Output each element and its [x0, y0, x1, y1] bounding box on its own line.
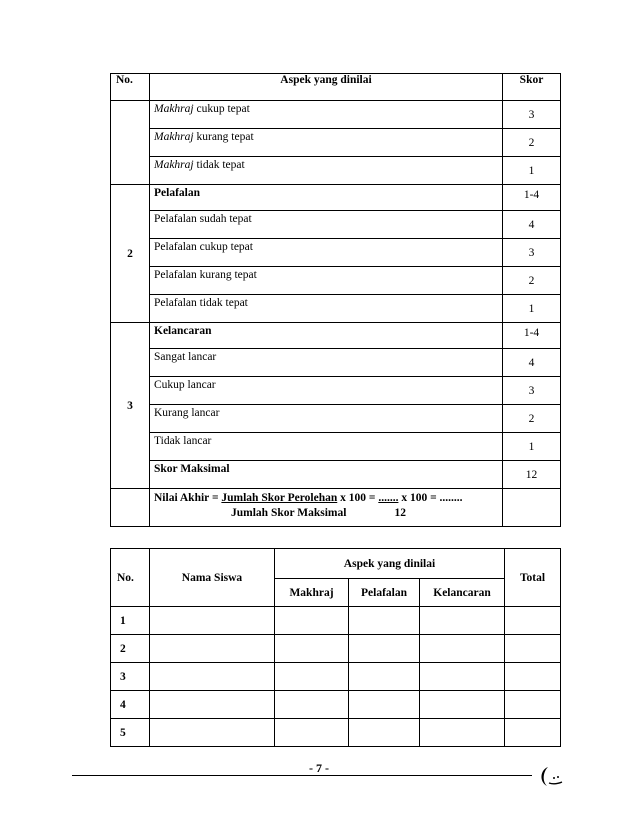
kelancaran-number: 3 [111, 323, 150, 489]
criterion-label: Sangat lancar [154, 351, 217, 363]
student-score-table [110, 548, 561, 747]
makhraj-cell [275, 691, 349, 719]
makhraj-cell [275, 635, 349, 663]
student-header-makhraj: Makhraj [275, 579, 349, 607]
name-cell [150, 635, 275, 663]
table-row [111, 607, 561, 635]
table-row [111, 635, 561, 663]
name-cell [150, 663, 275, 691]
criterion-score: 3 [503, 377, 561, 405]
criterion-label: Tidak lancar [154, 435, 212, 447]
row-number: 2 [111, 635, 150, 663]
criterion-label: Pelafalan kurang tepat [154, 269, 257, 281]
row-number: 1 [111, 607, 150, 635]
kelancaran-cell [420, 691, 505, 719]
criterion-label: Makhraj cukup tepat [154, 103, 250, 115]
total-cell [505, 691, 561, 719]
criterion-score: 1 [503, 295, 561, 323]
criterion-label: Makhraj kurang tepat [154, 131, 254, 143]
pelafalan-cell [349, 719, 420, 747]
crescent-logo-icon [538, 764, 566, 790]
kelancaran-cell [420, 607, 505, 635]
assessment-rubric-table [110, 73, 561, 527]
criterion-score: 2 [503, 129, 561, 157]
name-cell [150, 691, 275, 719]
criterion-score: 4 [503, 349, 561, 377]
kelancaran-cell [420, 663, 505, 691]
row-number: 3 [111, 663, 150, 691]
pelafalan-cell [349, 635, 420, 663]
student-header-total: Total [505, 549, 561, 607]
kelancaran-cell [420, 635, 505, 663]
table-row [111, 663, 561, 691]
pelafalan-cell [349, 691, 420, 719]
criterion-score: 3 [503, 239, 561, 267]
student-header-pelafalan: Pelafalan [349, 579, 420, 607]
section-range: 1-4 [503, 185, 561, 211]
criterion-label: Kurang lancar [154, 407, 220, 419]
criterion-score: 1 [503, 157, 561, 185]
page-number: - 7 - [309, 761, 329, 775]
criterion-score: 2 [503, 267, 561, 295]
pelafalan-cell [349, 607, 420, 635]
section-title-pelafalan: Pelafalan [154, 187, 200, 199]
student-header-kelancaran: Kelancaran [420, 579, 505, 607]
name-cell [150, 719, 275, 747]
total-cell [505, 719, 561, 747]
section-range: 1-4 [503, 323, 561, 349]
table-row [111, 691, 561, 719]
criterion-label: Pelafalan cukup tepat [154, 241, 253, 253]
final-score-formula: Nilai Akhir = Jumlah Skor Perolehan x 100 = ....... x 100 = ........ Jumlah Skor Maksimal 12 [154, 492, 463, 519]
pelafalan-number: 2 [111, 185, 150, 323]
makhraj-cell [275, 719, 349, 747]
makhraj-cell [275, 607, 349, 635]
max-score-label: Skor Maksimal [154, 463, 230, 475]
student-header-no: No. [111, 549, 150, 607]
kelancaran-cell [420, 719, 505, 747]
total-cell [505, 607, 561, 635]
student-header-aspect: Aspek yang dinilai [275, 549, 505, 579]
criterion-score: 4 [503, 211, 561, 239]
final-score-cell [503, 489, 561, 527]
student-header-name: Nama Siswa [150, 549, 275, 607]
header-aspect: Aspek yang dinilai [150, 74, 503, 101]
criterion-score: 3 [503, 101, 561, 129]
row-number: 5 [111, 719, 150, 747]
final-empty-cell [111, 489, 150, 527]
table-row [111, 719, 561, 747]
criterion-score: 1 [503, 433, 561, 461]
criterion-label: Pelafalan sudah tepat [154, 213, 252, 225]
row-number: 4 [111, 691, 150, 719]
total-cell [505, 635, 561, 663]
total-cell [505, 663, 561, 691]
section-title-kelancaran: Kelancaran [154, 325, 212, 337]
header-no: No. [111, 74, 150, 101]
header-score: Skor [503, 74, 561, 101]
criterion-label: Pelafalan tidak tepat [154, 297, 248, 309]
footer-divider [72, 775, 532, 776]
criterion-score: 2 [503, 405, 561, 433]
max-score-value: 12 [503, 461, 561, 489]
pelafalan-cell [349, 663, 420, 691]
criterion-label: Makhraj tidak tepat [154, 159, 245, 171]
criterion-label: Cukup lancar [154, 379, 216, 391]
makhraj-cell [275, 663, 349, 691]
makhraj-number-cell [111, 101, 150, 185]
name-cell [150, 607, 275, 635]
